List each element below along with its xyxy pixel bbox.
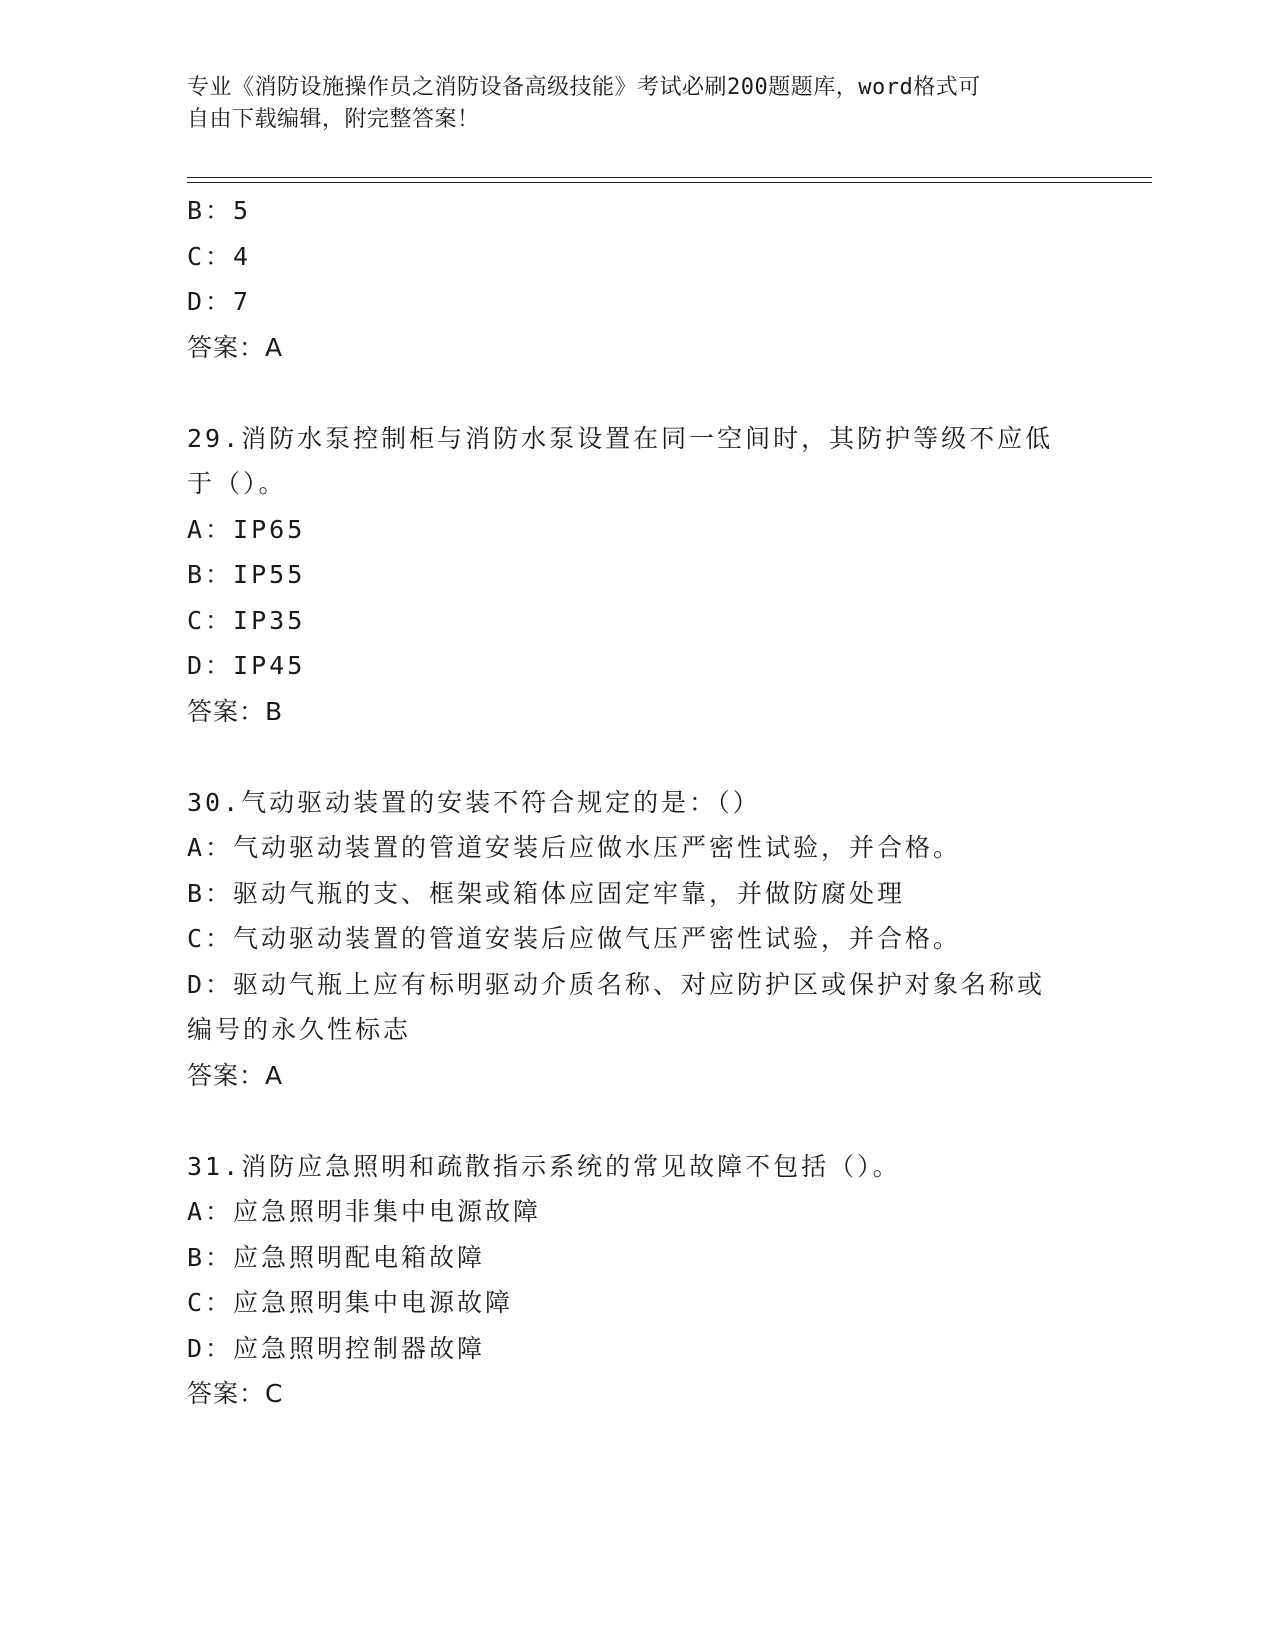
question-30 (187, 780, 1087, 1099)
answer-line: 答案：B (187, 696, 284, 726)
question-29 (187, 416, 1087, 735)
option-d: D：7 (187, 287, 252, 316)
spacer (187, 734, 1087, 780)
option-c: C：IP35 (187, 605, 306, 635)
spacer (187, 1098, 1087, 1144)
option-b: B：5 (187, 196, 252, 225)
answer-line: 答案：C (187, 1379, 284, 1408)
option-d: D：IP45 (187, 651, 306, 680)
spacer (187, 370, 1087, 416)
option-a: A：IP65 (187, 514, 306, 544)
question-stem-line-1: 29.消防水泵控制柜与消防水泵设置在同一空间时，其防护等级不应低 (187, 423, 1054, 453)
option-d-line-2: 编号的永久性标志 (187, 1015, 412, 1044)
question-31 (187, 1144, 1087, 1417)
question-stem: 30.气动驱动装置的安装不符合规定的是：（） (187, 787, 761, 817)
option-b: B：驱动气瓶的支、框架或箱体应固定牢靠，并做防腐处理 (187, 878, 906, 908)
question-28-continuation (187, 188, 1087, 370)
header-title-line-1: 专业《消防设施操作员之消防设备高级技能》考试必刷200题题库，word格式可 (187, 75, 981, 100)
option-c: C：4 (187, 241, 252, 271)
answer-line: 答案：A (187, 1060, 284, 1090)
option-b: B：IP55 (187, 560, 306, 589)
option-d: D：应急照明控制器故障 (187, 1333, 486, 1363)
header-title-line-2: 自由下载编辑，附完整答案！ (187, 107, 480, 132)
option-c: C：气动驱动装置的管道安装后应做气压严密性试验，并合格。 (187, 924, 962, 953)
option-c: C：应急照明集中电源故障 (187, 1288, 514, 1317)
question-list (187, 188, 1087, 1417)
question-stem: 31.消防应急照明和疏散指示系统的常见故障不包括（）。 (187, 1151, 901, 1181)
option-a: A：应急照明非集中电源故障 (187, 1197, 542, 1226)
answer-line: 答案：A (187, 332, 284, 362)
document-header (187, 72, 1067, 136)
option-d-line-1: D：驱动气瓶上应有标明驱动介质名称、对应防护区或保护对象名称或 (187, 969, 1046, 999)
option-b: B：应急照明配电箱故障 (187, 1242, 486, 1272)
header-divider-bottom (187, 182, 1152, 183)
option-a: A：气动驱动装置的管道安装后应做水压严密性试验，并合格。 (187, 833, 962, 862)
question-stem-line-2: 于（）。 (187, 469, 287, 498)
header-divider-top (187, 177, 1152, 178)
